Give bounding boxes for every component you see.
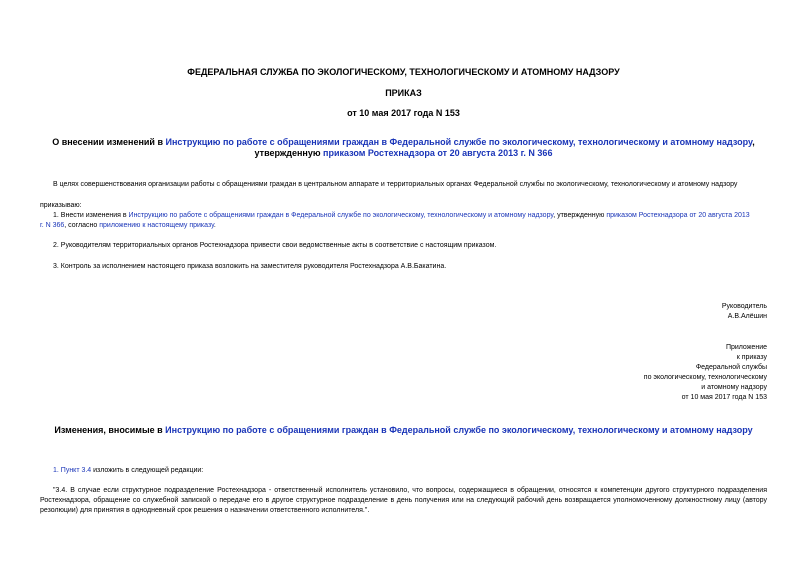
order-366-link[interactable]: приказом Ростехнадзора от 20 августа 2013 г. N 366 bbox=[323, 148, 553, 158]
point-3-4-link[interactable]: 1. Пункт 3.4 bbox=[53, 467, 92, 474]
item-1-order-link[interactable]: приказом Ростехнадзора от 20 августа 2013 bbox=[606, 212, 750, 219]
item-1-line-2 bbox=[40, 221, 216, 231]
doc-date-heading: от 10 мая 2017 года N 153 bbox=[347, 108, 460, 118]
order-word: приказываю: bbox=[40, 202, 82, 209]
item-1-text-a: 1. Внести изменения в bbox=[53, 212, 129, 219]
point-3-4-line bbox=[53, 466, 203, 476]
appendix-line-5: и атомному надзору bbox=[701, 384, 767, 391]
item-1-text-d: . bbox=[213, 222, 216, 229]
document-title-line-2 bbox=[0, 148, 807, 159]
point-3-4-quote: "3.4. В случае если структурное подразделение Ростехнадзора - ответственный исполнитель установило, что вопросы, содержащиеся в обращении, относятся к компетенции другого структурного подразделения Ростехнадзора, обращение со служебной запиской о передаче его в другое структурное подразделение в день получения или на следующий рабочий день возвращается уполномоченному должностному лицу (автору резолюции) для принятия в однодневный срок решения о назначении ответственного исполнителя.". bbox=[40, 487, 767, 514]
item-1-text-c: , согласно bbox=[64, 222, 100, 229]
point-3-4-text: изложить в следующей редакции: bbox=[91, 467, 204, 474]
title-suffix: , bbox=[752, 137, 755, 147]
appendix-line-6: от 10 мая 2017 года N 153 bbox=[681, 394, 767, 401]
appendix-line-4: по экологическому, технологическому bbox=[643, 374, 767, 381]
title-line2-prefix: утвержденную bbox=[254, 148, 324, 158]
agency-heading: ФЕДЕРАЛЬНАЯ СЛУЖБА ПО ЭКОЛОГИЧЕСКОМУ, ТЕХНОЛОГИЧЕСКОМУ И АТОМНОМУ НАДЗОРУ bbox=[187, 67, 620, 77]
appendix-instruction-link[interactable]: Инструкцию по работе с обращениями граждан в Федеральной службе по экологическому, технологическому и атомному надзору bbox=[165, 425, 753, 435]
signature-position: Руководитель bbox=[721, 303, 767, 310]
appendix-title-prefix: Изменения, вносимые в bbox=[54, 425, 166, 435]
item-2-paragraph: 2. Руководителям территориальных органов Ростехнадзора привести свои ведомственные акты в соответствие с настоящим приказом. bbox=[53, 242, 497, 249]
signature-name: А.В.Алёшин bbox=[727, 313, 767, 320]
appendix-link[interactable]: приложению к настоящему приказу bbox=[99, 222, 214, 229]
title-prefix: О внесении изменений в bbox=[52, 137, 166, 147]
item-1-order-link-cont[interactable]: г. N 366 bbox=[40, 222, 65, 229]
appendix-title bbox=[0, 425, 807, 436]
intro-paragraph: В целях совершенствования организации работы с обращениями граждан в центральном аппарате и территориальных органах Федеральной службы по экологическому, технологическому и атомному надзору bbox=[53, 181, 738, 188]
item-1-instruction-link[interactable]: Инструкцию по работе с обращениями граждан в Федеральной службе по экологическому, технологическому и атомному надзору bbox=[128, 212, 554, 219]
appendix-line-2: к приказу bbox=[736, 354, 767, 361]
item-1-text-b: , утвержденную bbox=[553, 212, 607, 219]
item-1-line-1 bbox=[53, 211, 750, 221]
appendix-line-3: Федеральной службы bbox=[695, 364, 767, 371]
item-3-paragraph: 3. Контроль за исполнением настоящего приказа возложить на заместителя руководителя Ростехнадзора А.В.Бакатина. bbox=[53, 263, 447, 270]
document-title-line-1 bbox=[0, 137, 807, 148]
doc-type-heading: ПРИКАЗ bbox=[385, 88, 422, 98]
instruction-link[interactable]: Инструкцию по работе с обращениями граждан в Федеральной службе по экологическому, технологическому и атомному надзору bbox=[165, 137, 753, 147]
appendix-line-1: Приложение bbox=[725, 344, 767, 351]
